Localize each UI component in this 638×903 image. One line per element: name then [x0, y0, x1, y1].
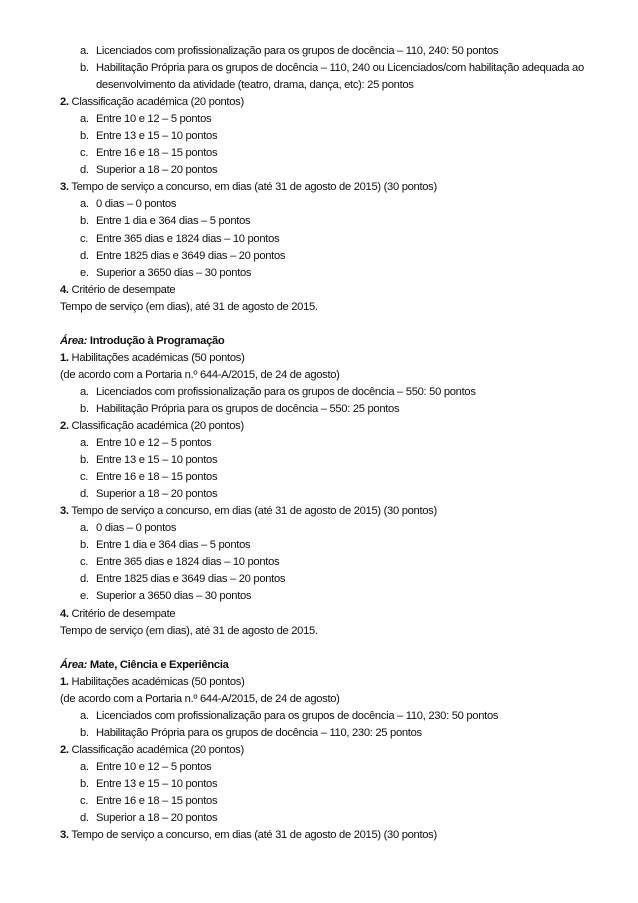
list-marker: c.	[80, 556, 89, 569]
list-item	[60, 793, 620, 810]
list-text: Licenciados com profissionalização para os grupos de docência – 110, 240: 50 pontos	[96, 45, 499, 57]
paragraph: (de acordo com a Portaria n.º 644-A/2015, de 24 de agosto)	[60, 692, 340, 705]
document-body	[60, 43, 620, 844]
list-item	[60, 588, 620, 605]
criterion-heading	[60, 418, 620, 435]
criterion-number: 1.	[60, 675, 69, 688]
list-marker: c.	[80, 147, 89, 160]
list-item	[60, 554, 620, 571]
criterion-heading	[60, 606, 620, 623]
list-marker: a.	[80, 760, 89, 773]
list-marker: c.	[80, 232, 89, 245]
paragraph: Tempo de serviço (em dias), até 31 de agosto de 2015.	[60, 300, 318, 313]
criterion-number: 4.	[60, 607, 69, 620]
criterion-label: Habilitações académicas (50 pontos)	[71, 351, 245, 364]
list-marker: d.	[80, 249, 89, 262]
list-marker: b.	[80, 539, 89, 552]
list-item	[60, 537, 620, 554]
list-marker: e.	[80, 590, 89, 603]
list-marker: b.	[80, 726, 89, 739]
area-name: Mate, Ciência e Experiência	[89, 658, 229, 671]
list-item	[60, 520, 620, 537]
list-marker: b.	[80, 402, 89, 415]
list-text: Licenciados com profissionalização para os grupos de docência – 550: 50 pontos	[96, 385, 476, 398]
list-marker: c.	[80, 794, 89, 807]
criterion-label: Classificação académica (20 pontos)	[71, 96, 244, 109]
list-text: Entre 1825 dias e 3649 dias – 20 pontos	[96, 573, 286, 586]
criterion-label: Classificação académica (20 pontos)	[71, 743, 244, 756]
paragraph: (de acordo com a Portaria n.º 644-A/2015, de 24 de agosto)	[60, 368, 340, 381]
criterion-label: Tempo de serviço a concurso, em dias (até 31 de agosto de 2015) (30 pontos)	[71, 505, 437, 518]
criterion-heading	[60, 282, 620, 299]
list-item	[60, 759, 620, 776]
list-item	[60, 435, 620, 452]
list-text: Entre 10 e 12 – 5 pontos	[96, 113, 212, 126]
list-item	[60, 725, 620, 742]
list-text: Entre 13 e 15 – 10 pontos	[96, 130, 218, 143]
list-item	[60, 810, 620, 827]
list-marker: b.	[80, 62, 89, 75]
criterion-number: 2.	[60, 96, 69, 109]
criterion-heading	[60, 674, 620, 691]
list-marker: a.	[80, 709, 89, 722]
list-item	[60, 776, 620, 793]
list-text: Entre 16 e 18 – 15 pontos	[96, 471, 218, 484]
list-item	[60, 469, 620, 486]
list-item	[60, 231, 620, 248]
list-text: 0 dias – 0 pontos	[96, 198, 177, 211]
list-item	[60, 128, 620, 145]
list-text: Entre 1825 dias e 3649 dias – 20 pontos	[96, 249, 286, 262]
list-text: Superior a 3650 dias – 30 pontos	[96, 266, 252, 279]
list-marker: a.	[80, 437, 89, 450]
spacer	[60, 316, 620, 333]
criterion-label: Tempo de serviço a concurso, em dias (até 31 de agosto de 2015) (30 pontos)	[71, 181, 437, 194]
area-heading	[60, 333, 620, 350]
list-text: Entre 13 e 15 – 10 pontos	[96, 454, 218, 467]
list-text: Habilitação Própria para os grupos de docência – 110, 240 ou Licenciados/com habilitação adequada ao desenvolvimento da atividade (teatro, drama, dança, etc): 25 pontos	[96, 62, 584, 92]
list-text: Habilitação Própria para os grupos de docência – 550: 25 pontos	[96, 402, 400, 415]
list-text: Entre 365 dias e 1824 dias – 10 pontos	[96, 556, 280, 569]
criterion-heading	[60, 503, 620, 520]
list-marker: a.	[80, 45, 89, 57]
criterion-number: 3.	[60, 181, 69, 194]
criterion-number: 2.	[60, 419, 69, 432]
list-marker: b.	[80, 130, 89, 143]
list-text: Entre 16 e 18 – 15 pontos	[96, 794, 218, 807]
criterion-label: Critério de desempate	[71, 607, 176, 620]
list-marker: a.	[80, 198, 89, 211]
list-item	[60, 384, 620, 401]
criterion-number: 4.	[60, 283, 69, 296]
list-item	[60, 162, 620, 179]
list-text: Entre 1 dia e 364 dias – 5 pontos	[96, 215, 251, 228]
list-text: Entre 10 e 12 – 5 pontos	[96, 437, 212, 450]
criterion-label: Classificação académica (20 pontos)	[71, 419, 244, 432]
list-text: Entre 16 e 18 – 15 pontos	[96, 147, 218, 160]
list-item	[60, 196, 620, 213]
list-text: Entre 10 e 12 – 5 pontos	[96, 760, 212, 773]
area-prefix: Área:	[60, 658, 88, 671]
list-marker: e.	[80, 266, 89, 279]
list-item	[60, 401, 620, 418]
list-marker: d.	[80, 812, 89, 825]
spacer	[60, 640, 620, 657]
list-item	[60, 145, 620, 162]
list-marker: a.	[80, 385, 89, 398]
list-item	[60, 111, 620, 128]
criterion-label: Critério de desempate	[71, 283, 176, 296]
criterion-label: Tempo de serviço a concurso, em dias (até 31 de agosto de 2015) (30 pontos)	[71, 829, 437, 842]
criterion-number: 2.	[60, 743, 69, 756]
list-item	[60, 708, 620, 725]
list-marker: b.	[80, 777, 89, 790]
criterion-label: Habilitações académicas (50 pontos)	[71, 675, 245, 688]
list-text: Licenciados com profissionalização para os grupos de docência – 110, 230: 50 pontos	[96, 709, 499, 722]
criterion-number: 3.	[60, 505, 69, 518]
criterion-heading	[60, 350, 620, 367]
criterion-heading	[60, 94, 620, 111]
list-item	[60, 248, 620, 265]
list-text: Habilitação Própria para os grupos de docência – 110, 230: 25 pontos	[96, 726, 422, 739]
list-marker: b.	[80, 215, 89, 228]
list-text: Superior a 3650 dias – 30 pontos	[96, 590, 252, 603]
list-item	[60, 43, 620, 60]
list-text: Superior a 18 – 20 pontos	[96, 164, 218, 177]
list-text: 0 dias – 0 pontos	[96, 522, 177, 535]
list-marker: d.	[80, 164, 89, 177]
list-text: Entre 365 dias e 1824 dias – 10 pontos	[96, 232, 280, 245]
list-text: Entre 1 dia e 364 dias – 5 pontos	[96, 539, 251, 552]
criterion-heading	[60, 179, 620, 196]
list-item	[60, 571, 620, 588]
criterion-number: 1.	[60, 351, 69, 364]
list-marker: a.	[80, 522, 89, 535]
list-item	[60, 486, 620, 503]
list-marker: a.	[80, 113, 89, 126]
paragraph: Tempo de serviço (em dias), até 31 de agosto de 2015.	[60, 624, 318, 637]
list-item	[60, 60, 620, 94]
list-marker: c.	[80, 471, 89, 484]
list-marker: d.	[80, 488, 89, 501]
area-name: Introdução à Programação	[89, 334, 225, 347]
list-item	[60, 452, 620, 469]
criterion-number: 3.	[60, 829, 69, 842]
list-marker: b.	[80, 454, 89, 467]
list-marker: d.	[80, 573, 89, 586]
list-text: Superior a 18 – 20 pontos	[96, 488, 218, 501]
criterion-heading	[60, 827, 620, 844]
list-text: Entre 13 e 15 – 10 pontos	[96, 777, 218, 790]
list-text: Superior a 18 – 20 pontos	[96, 812, 218, 825]
area-heading	[60, 657, 620, 674]
list-item	[60, 265, 620, 282]
criterion-heading	[60, 742, 620, 759]
area-prefix: Área:	[60, 334, 88, 347]
list-item	[60, 213, 620, 230]
